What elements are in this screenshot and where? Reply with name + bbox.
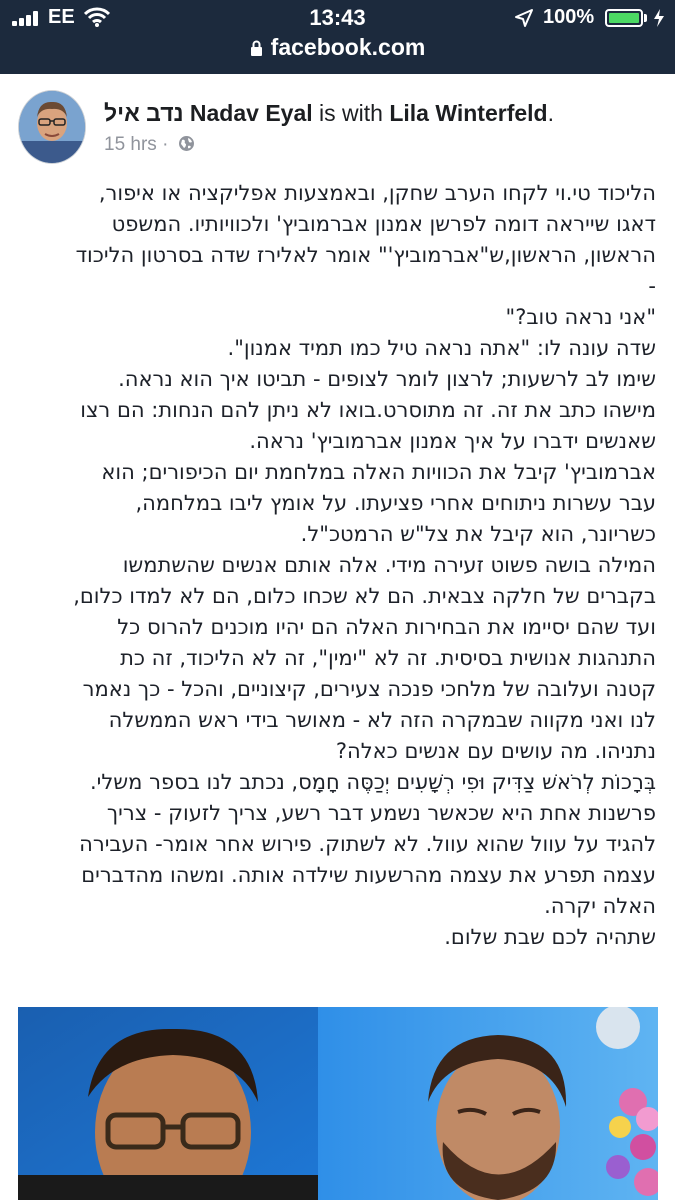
- post-header: [104, 100, 554, 127]
- header-period: .: [547, 100, 554, 126]
- post-text: [20, 178, 656, 953]
- status-clock: 13:43: [309, 5, 366, 30]
- post-text-line: האלה יקרה.: [544, 894, 656, 918]
- post-text-line: עבר עשרות ניתוחים אחרי פציעתו. על אומץ ליבו במלחמה,: [135, 491, 656, 515]
- post-text-line: הראשון, הראשון,ש"אברמוביץ'" אומר לאלירז שדה בסרטון הליכוד: [75, 243, 656, 267]
- post-text-line: בְּרָכוֹת לְרֹאשׁ צַדִּיק וּפִי רְשָׁעִים יְכַסֶּה חָמָס, נכתב לנו בספר משלי.: [90, 770, 656, 794]
- globe-icon: [178, 135, 195, 152]
- author-avatar[interactable]: [18, 90, 86, 164]
- post-timestamp[interactable]: 15 hrs: [104, 134, 157, 155]
- author-photo: [19, 91, 85, 163]
- charging-bolt-icon: [652, 8, 666, 28]
- post-text-line: בקברים של חלקה צבאית. הם לא שכחו כלום, הם לא למדו כלום,: [73, 584, 656, 608]
- location-arrow-icon: [514, 8, 534, 28]
- post-text-line: כשריונר, הוא קיבל את צל"ש הרמטכ"ל.: [300, 522, 656, 546]
- lock-icon: [250, 40, 263, 56]
- browser-top-bar: [0, 0, 675, 74]
- battery-percent: 100%: [543, 6, 595, 28]
- post-text-line: פרשנות אחת היא שכאשר נשמע דבר רשע, צריך לזעוק - צריך: [106, 801, 656, 825]
- post-text-line: ועד שהם יסיימו את הבחירות האלה הם יהיו מוכנים להרוס כל: [117, 615, 656, 639]
- url-text: facebook.com: [270, 34, 426, 60]
- post-text-line: עצמה תפרע את עצמה מהרשעות שילדה אותה. ומשהו מהדברים: [81, 863, 656, 887]
- with-text: is with: [312, 100, 390, 126]
- author-name[interactable]: Nadav Eyal: [189, 100, 313, 126]
- post-text-line: לנו ואני מקווה שבמקרה הזה לא - מאושר בידי ראש הממשלה: [108, 708, 656, 732]
- post-text-line: נתניהו. מה עושים עם אנשים כאלה?: [335, 739, 656, 763]
- battery-icon: [605, 9, 643, 27]
- post-text-line: דאגו שייראה דומה לפרשן אמנון אברמוביץ' ולכוויותיו. המשפט: [111, 212, 656, 236]
- post-text-line: -: [648, 274, 656, 298]
- post-text-line: להגיד על עוול שהוא עוול. לא לשתוק. פירוש אחר אומר- העבירה: [79, 832, 656, 856]
- battery-level-fill: [609, 13, 639, 23]
- post-text-line: שתהיה לכם שבת שלום.: [444, 925, 656, 949]
- post-text-line: התנהגות אנושית בסיסית. זה לא "ימין", זה לא הליכוד, זה כת: [120, 646, 656, 670]
- carrier-name: EE: [48, 6, 75, 28]
- battery-tip: [644, 14, 647, 22]
- post-text-line: "אני נראה טוב?": [505, 305, 656, 329]
- post-text-line: אברמוביץ' קיבל את הכוויות האלה במלחמת יום הכיפורים; הוא: [101, 460, 656, 484]
- post-text-line: המילה בושה פשוט זעירה מידי. אלה אותם אנשים שהשתמשו: [122, 553, 656, 577]
- post-meta: [104, 134, 195, 156]
- post-text-line: שימו לב לרשעות; לרצון לומר לצופים - תביטו איך הוא נראה.: [118, 367, 656, 391]
- post-text-line: שדה עונה לו: "אתה נראה טיל כמו תמיד אמנון".: [227, 336, 656, 360]
- post-text-line: קטנה ועלובה של מלחכי פנכה צעירים, קיצוניים, והכל - כך נאמר: [82, 677, 656, 701]
- status-bar: [0, 0, 675, 36]
- tagged-user[interactable]: Lila Winterfeld: [389, 100, 548, 126]
- post-text-line: מישהו כתב את זה. זה מתוסרט.בואו לא ניתן להם הנחות: הם רצו: [80, 398, 656, 422]
- post-text-line: שאנשים ידברו על איך אמנון אברמוביץ' נראה.: [249, 429, 656, 453]
- photo-image: [18, 1007, 658, 1200]
- address-bar[interactable]: [0, 34, 675, 61]
- author-name-hebrew[interactable]: נדב איל: [104, 100, 184, 126]
- post-text-line: הליכוד טי.וי לקחו הערב שחקן, ובאמצעות אפליקציה או איפור,: [98, 181, 656, 205]
- meta-separator: ·: [156, 134, 174, 155]
- post-photo[interactable]: [18, 1007, 658, 1200]
